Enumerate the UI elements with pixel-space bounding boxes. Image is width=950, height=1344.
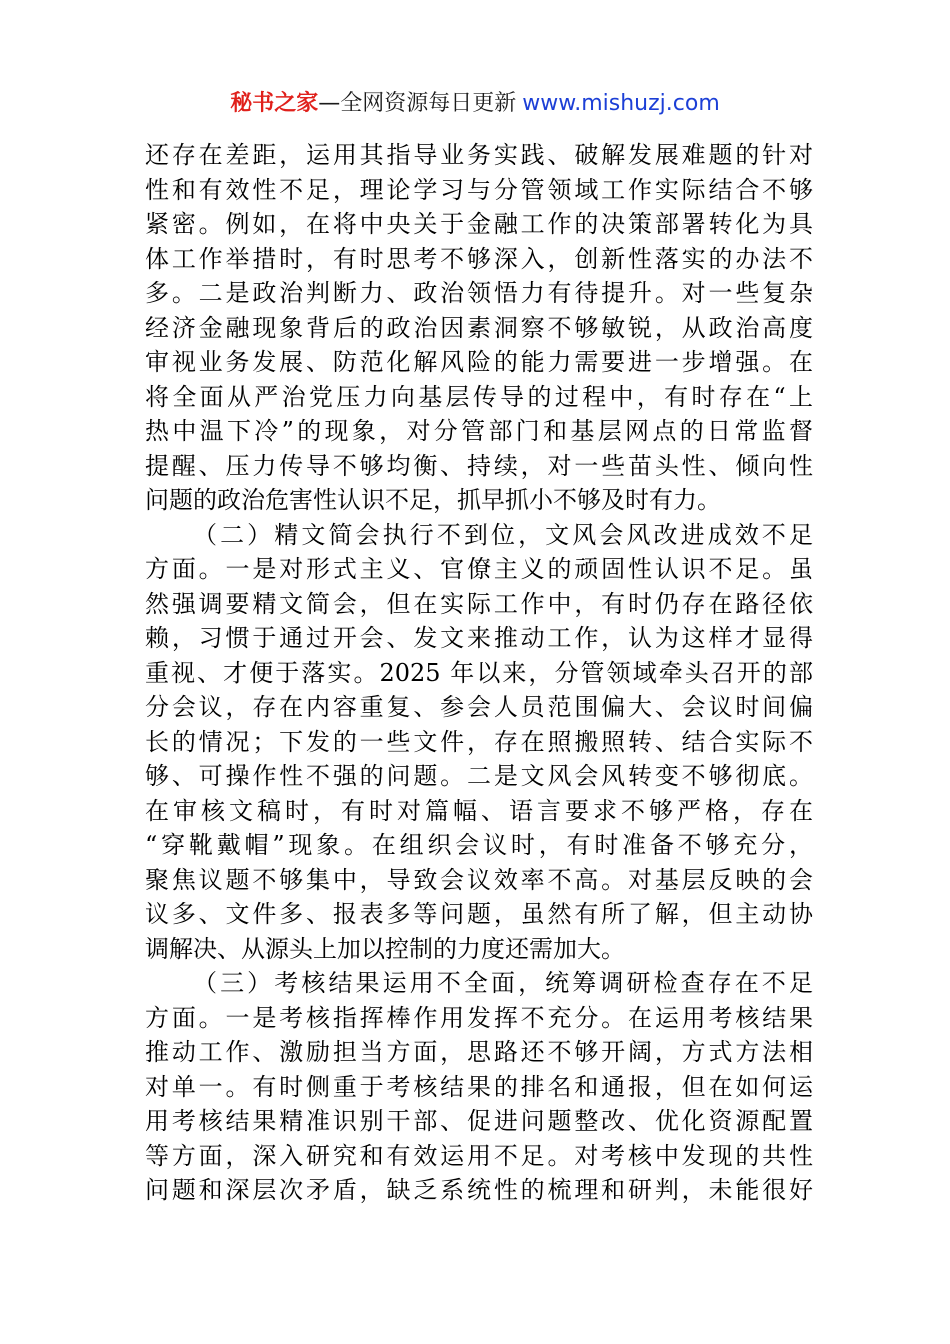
- text-line: 推动工作、激励担当方面，思路还不够开阔，方式方法相: [145, 1038, 813, 1066]
- text-line: 紧密。例如，在将中央关于金融工作的决策部署转化为具: [145, 210, 813, 238]
- text-line: 热中温下冷”的现象，对分管部门和基层网点的日常监督: [145, 417, 813, 445]
- text-line: 分会议，存在内容重复、参会人员范围偏大、会议时间偏: [145, 693, 813, 721]
- text-line: 提醒、压力传导不够均衡、持续，对一些苗头性、倾向性: [145, 451, 813, 480]
- site-url-link[interactable]: www.mishuzj.com: [522, 91, 720, 116]
- text-line: 审视业务发展、防范化解风险的能力需要进一步增强。在: [145, 348, 813, 376]
- text-line: “穿靴戴帽”现象。在组织会议时，有时准备不够充分，: [145, 831, 813, 859]
- text-line: 方面。一是对形式主义、官僚主义的顽固性认识不足。虽: [145, 555, 813, 583]
- text-line: 重视、才便于落实。2025 年以来，分管领域牵头召开的部: [145, 658, 813, 687]
- text-line: 议多、文件多、报表多等问题，虽然有所了解，但主动协: [145, 900, 813, 928]
- text-line: 多。二是政治判断力、政治领悟力有待提升。对一些复杂: [145, 279, 813, 307]
- text-line: 赖，习惯于通过开会、发文来推动工作，认为这样才显得: [145, 624, 813, 652]
- document-body: [145, 138, 813, 1208]
- text-line: 还存在差距，运用其指导业务实践、破解发展难题的针对: [145, 141, 813, 169]
- text-line: 对单一。有时侧重于考核结果的排名和通报，但在如何运: [145, 1072, 813, 1101]
- brand-name: 秘书之家: [230, 91, 319, 116]
- text-line: 性和有效性不足，理论学习与分管领域工作实际结合不够: [145, 175, 813, 204]
- text-line: 经济金融现象背后的政治因素洞察不够敏锐，从政治高度: [145, 313, 813, 342]
- header-tagline: —全网资源每日更新: [318, 91, 517, 116]
- text-line: 长的情况；下发的一些文件，存在照搬照转、结合实际不: [145, 727, 813, 756]
- text-line: 在审核文稿时，有时对篇幅、语言要求不够严格，存在: [145, 796, 813, 825]
- text-line: 然强调要精文简会，但在实际工作中，有时仍存在路径依: [145, 589, 813, 618]
- section-heading-2: （二）精文简会执行不到位，文风会风改进成效不足: [193, 520, 813, 549]
- text-line: 够、可操作性不强的问题。二是文风会风转变不够彻底。: [145, 762, 813, 790]
- page-header: [0, 88, 950, 120]
- text-line: 体工作举措时，有时思考不够深入，创新性落实的办法不: [145, 244, 813, 273]
- text-line: 用考核结果精准识别干部、促进问题整改、优化资源配置: [145, 1107, 813, 1135]
- text-line: 聚焦议题不够集中，导致会议效率不高。对基层反映的会: [145, 865, 813, 894]
- text-line: 问题的政治危害性认识不足，抓早抓小不够及时有力。: [145, 486, 721, 514]
- text-line: 问题和深层次矛盾，缺乏系统性的梳理和研判，未能很好: [145, 1176, 813, 1204]
- text-line: 将全面从严治党压力向基层传导的过程中，有时存在“上: [145, 382, 813, 411]
- text-line: 调解决、从源头上加以控制的力度还需加大。: [145, 934, 625, 963]
- text-line: 等方面，深入研究和有效运用不足。对考核中发现的共性: [145, 1141, 813, 1170]
- section-heading-3: （三）考核结果运用不全面，统筹调研检查存在不足: [193, 969, 813, 997]
- text-line: 方面。一是考核指挥棒作用发挥不充分。在运用考核结果: [145, 1003, 813, 1032]
